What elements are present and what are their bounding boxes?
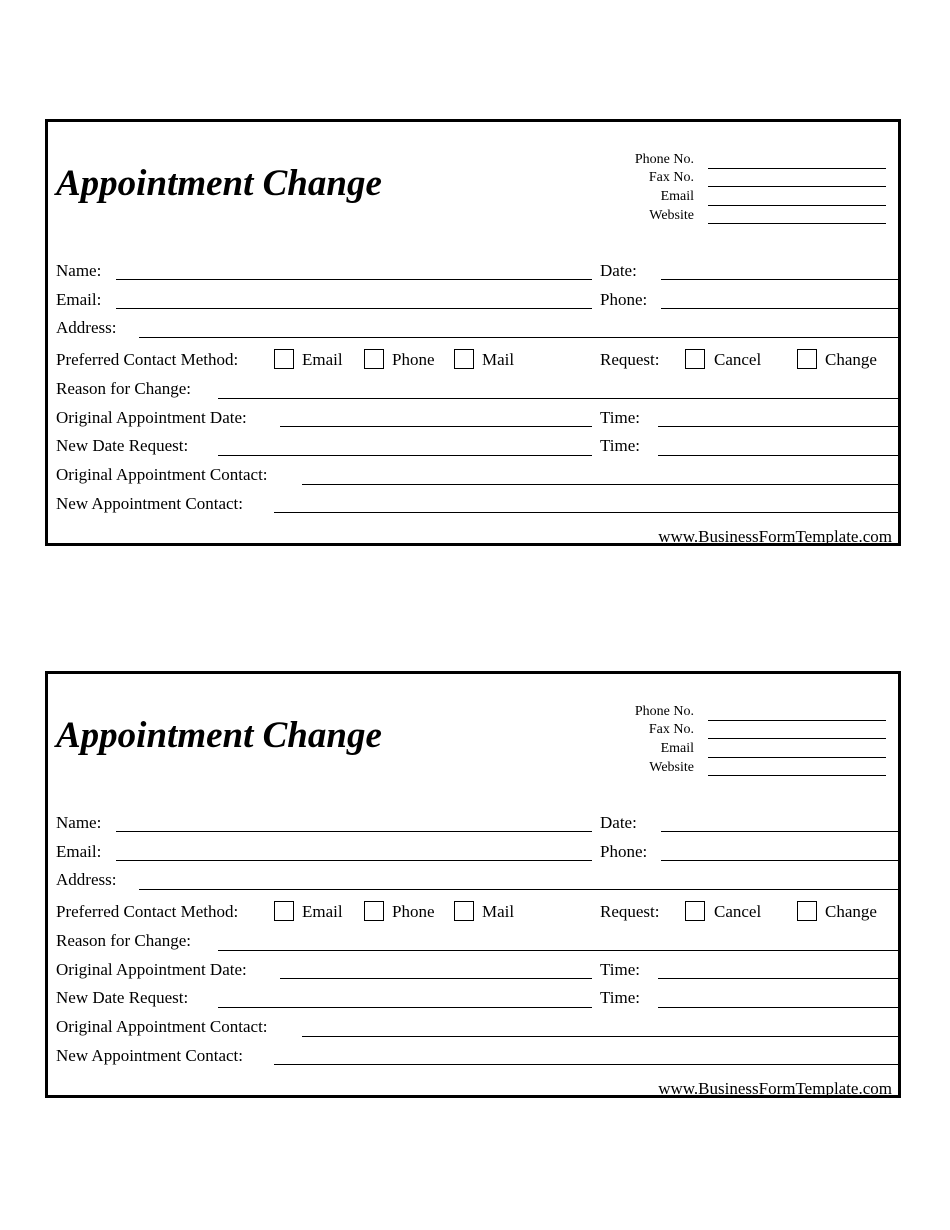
- preferred-contact-label: Preferred Contact Method:: [56, 902, 239, 921]
- email-label: Email:: [56, 842, 102, 861]
- fax-no-label: Fax No.: [648, 170, 694, 185]
- business-email-field[interactable]: [708, 205, 886, 206]
- name-field[interactable]: [116, 831, 592, 832]
- new-date-label: New Date Request:: [56, 436, 189, 455]
- reason-label: Reason for Change:: [56, 931, 192, 950]
- business-email-field[interactable]: [708, 757, 886, 758]
- contact-mail-label: Mail: [482, 350, 515, 369]
- website-footer: www.BusinessFormTemplate.com: [658, 1079, 892, 1098]
- phone-label: Phone:: [600, 290, 648, 309]
- request-label: Request:: [600, 350, 660, 369]
- website-label: Website: [649, 760, 694, 775]
- address-label: Address:: [56, 870, 117, 889]
- original-date-label: Original Appointment Date:: [56, 408, 247, 427]
- fax-no-field[interactable]: [708, 738, 886, 739]
- contact-mail-label: Mail: [482, 902, 515, 921]
- phone-no-field[interactable]: [708, 168, 886, 169]
- original-date-field[interactable]: [280, 426, 592, 427]
- name-label: Name:: [56, 261, 102, 280]
- contact-email-checkbox[interactable]: [274, 901, 294, 921]
- request-cancel-checkbox[interactable]: [685, 349, 705, 369]
- original-date-field[interactable]: [280, 978, 592, 979]
- request-change-label: Change: [825, 350, 877, 369]
- new-date-field[interactable]: [218, 1007, 592, 1008]
- appointment-change-form: [45, 671, 901, 1098]
- website-label: Website: [649, 208, 694, 223]
- website-field[interactable]: [708, 223, 886, 224]
- phone-label: Phone:: [600, 842, 648, 861]
- address-field[interactable]: [139, 889, 901, 890]
- contact-email-label: Email: [302, 902, 343, 921]
- address-field[interactable]: [139, 337, 901, 338]
- request-label: Request:: [600, 902, 660, 921]
- website-footer: www.BusinessFormTemplate.com: [658, 527, 892, 546]
- contact-phone-label: Phone: [392, 902, 435, 921]
- reason-label: Reason for Change:: [56, 379, 192, 398]
- new-time-label: Time:: [600, 988, 641, 1007]
- request-cancel-label: Cancel: [714, 902, 762, 921]
- original-time-field[interactable]: [658, 978, 901, 979]
- business-email-label: Email: [660, 741, 694, 756]
- appointment-change-form: [45, 119, 901, 546]
- new-date-field[interactable]: [218, 455, 592, 456]
- new-time-field[interactable]: [658, 1007, 901, 1008]
- contact-mail-checkbox[interactable]: [454, 901, 474, 921]
- date-label: Date:: [600, 813, 637, 832]
- email-field[interactable]: [116, 308, 592, 309]
- fax-no-field[interactable]: [708, 186, 886, 187]
- form-title: Appointment Change: [56, 715, 382, 756]
- date-field[interactable]: [661, 279, 901, 280]
- phone-field[interactable]: [661, 860, 901, 861]
- contact-email-checkbox[interactable]: [274, 349, 294, 369]
- new-date-label: New Date Request:: [56, 988, 189, 1007]
- original-time-label: Time:: [600, 960, 641, 979]
- business-email-label: Email: [660, 189, 694, 204]
- new-contact-field[interactable]: [274, 512, 901, 513]
- contact-email-label: Email: [302, 350, 343, 369]
- original-contact-label: Original Appointment Contact:: [56, 465, 268, 484]
- request-cancel-checkbox[interactable]: [685, 901, 705, 921]
- reason-field[interactable]: [218, 398, 901, 399]
- date-label: Date:: [600, 261, 637, 280]
- new-contact-field[interactable]: [274, 1064, 901, 1065]
- original-time-label: Time:: [600, 408, 641, 427]
- original-time-field[interactable]: [658, 426, 901, 427]
- date-field[interactable]: [661, 831, 901, 832]
- request-change-checkbox[interactable]: [797, 349, 817, 369]
- contact-phone-label: Phone: [392, 350, 435, 369]
- preferred-contact-label: Preferred Contact Method:: [56, 350, 239, 369]
- phone-no-field[interactable]: [708, 720, 886, 721]
- original-contact-field[interactable]: [302, 484, 901, 485]
- original-contact-label: Original Appointment Contact:: [56, 1017, 268, 1036]
- website-field[interactable]: [708, 775, 886, 776]
- request-cancel-label: Cancel: [714, 350, 762, 369]
- original-contact-field[interactable]: [302, 1036, 901, 1037]
- contact-mail-checkbox[interactable]: [454, 349, 474, 369]
- phone-no-label: Phone No.: [634, 152, 694, 167]
- original-date-label: Original Appointment Date:: [56, 960, 247, 979]
- reason-field[interactable]: [218, 950, 901, 951]
- new-contact-label: New Appointment Contact:: [56, 1046, 243, 1065]
- contact-phone-checkbox[interactable]: [364, 349, 384, 369]
- new-time-field[interactable]: [658, 455, 901, 456]
- fax-no-label: Fax No.: [648, 722, 694, 737]
- email-field[interactable]: [116, 860, 592, 861]
- new-contact-label: New Appointment Contact:: [56, 494, 243, 513]
- name-label: Name:: [56, 813, 102, 832]
- email-label: Email:: [56, 290, 102, 309]
- form-title: Appointment Change: [56, 163, 382, 204]
- address-label: Address:: [56, 318, 117, 337]
- name-field[interactable]: [116, 279, 592, 280]
- phone-field[interactable]: [661, 308, 901, 309]
- new-time-label: Time:: [600, 436, 641, 455]
- contact-phone-checkbox[interactable]: [364, 901, 384, 921]
- request-change-label: Change: [825, 902, 877, 921]
- request-change-checkbox[interactable]: [797, 901, 817, 921]
- phone-no-label: Phone No.: [634, 704, 694, 719]
